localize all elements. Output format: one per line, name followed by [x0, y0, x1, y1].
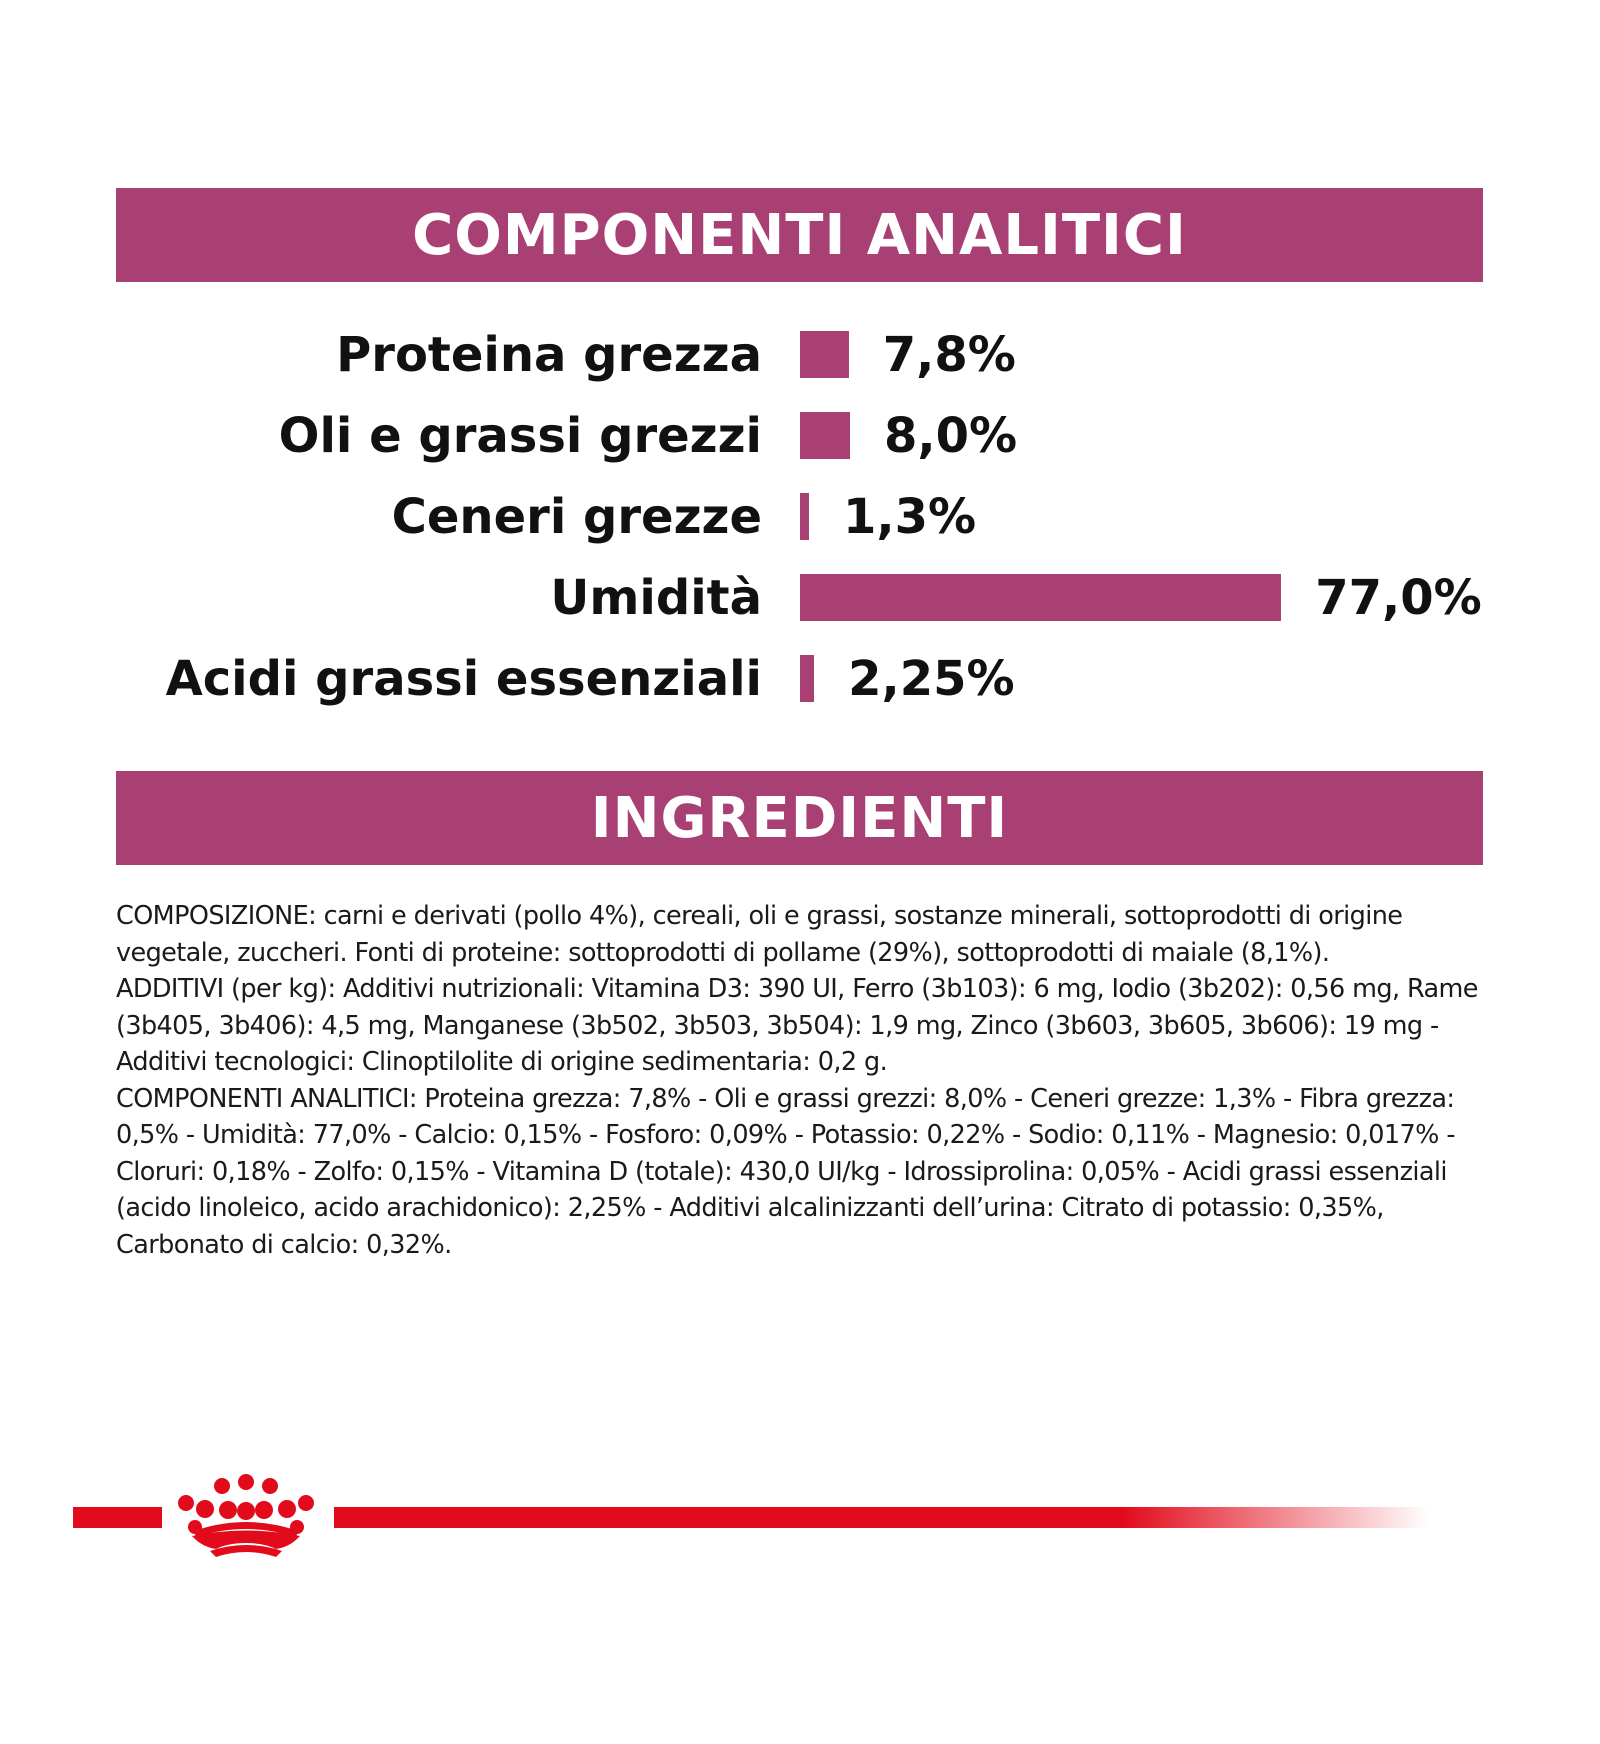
- value-bar: [800, 493, 809, 540]
- value-label: 8,0%: [884, 408, 1018, 464]
- ingredients-analytic: COMPONENTI ANALITICI: Proteina grezza: 7,8% - Oli e grassi grezzi: 8,0% - Ceneri grezze: 1,3% - Fibra grezza: 0,5% - Umidità: 77,0% - Calcio: 0,15% - Fosforo: 0,09% - Potassio: 0,22% - Sodio: 0,11% - Magnesio: 0,017% - Cloruri: 0,18% - Zolfo: 0,15% - Vitamina D (totale): 430,0 UI/kg - Idrossiprolina: 0,05% - Acidi grassi essenziali (acido linoleico, acido arachidonico): 2,25% - Additivi alcalinizzanti dell’urina: Citrato di potassio: 0,35%, Carbonato di calcio: 0,32%.: [116, 1083, 1455, 1260]
- category-label: Acidi grassi essenziali: [165, 651, 762, 707]
- value-bar: [800, 574, 1281, 621]
- category-label: Proteina grezza: [336, 327, 762, 383]
- value-bar: [800, 331, 849, 378]
- brand-line-left: [73, 1507, 162, 1528]
- value-bar: [800, 655, 814, 702]
- brand-line-right: [334, 1507, 1429, 1528]
- value-label: 77,0%: [1315, 570, 1482, 626]
- ingredients-banner: [116, 771, 1483, 865]
- crown-icon: [172, 1473, 322, 1558]
- analytic-components-heading: COMPONENTI ANALITICI: [412, 202, 1187, 268]
- ingredients-additives: ADDITIVI (per kg): Additivi nutrizionali: Vitamina D3: 390 UI, Ferro (3b103): 6 mg, Iodio (3b202): 0,56 mg, Rame (3b405, 3b406): 4,5 mg, Manganese (3b502, 3b503, 3b504): 1,9 mg, Zinco (3b603, 3b605, 3b606): 19 mg - Additivi tecnologici: Clinoptilolite di origine sedimentaria: 0,2 g.: [116, 974, 1478, 1077]
- value-label: 7,8%: [882, 327, 1016, 383]
- ingredients-text: [116, 898, 1486, 1263]
- ingredients-composition: COMPOSIZIONE: carni e derivati (pollo 4%), cereali, oli e grassi, sostanze minerali, sottoprodotti di origine vegetale, zuccheri. Fonti di proteine: sottoprodotti di pollame (29%), sottoprodotti di maiale (8,1%).: [116, 901, 1403, 968]
- category-label: Oli e grassi grezzi: [278, 408, 762, 464]
- ingredients-heading: INGREDIENTI: [590, 785, 1009, 851]
- value-bar: [800, 412, 850, 459]
- analytic-components-banner: [116, 188, 1483, 282]
- category-label: Umidità: [550, 570, 762, 626]
- value-label: 2,25%: [848, 651, 1015, 707]
- value-label: 1,3%: [843, 489, 977, 545]
- category-label: Ceneri grezze: [391, 489, 762, 545]
